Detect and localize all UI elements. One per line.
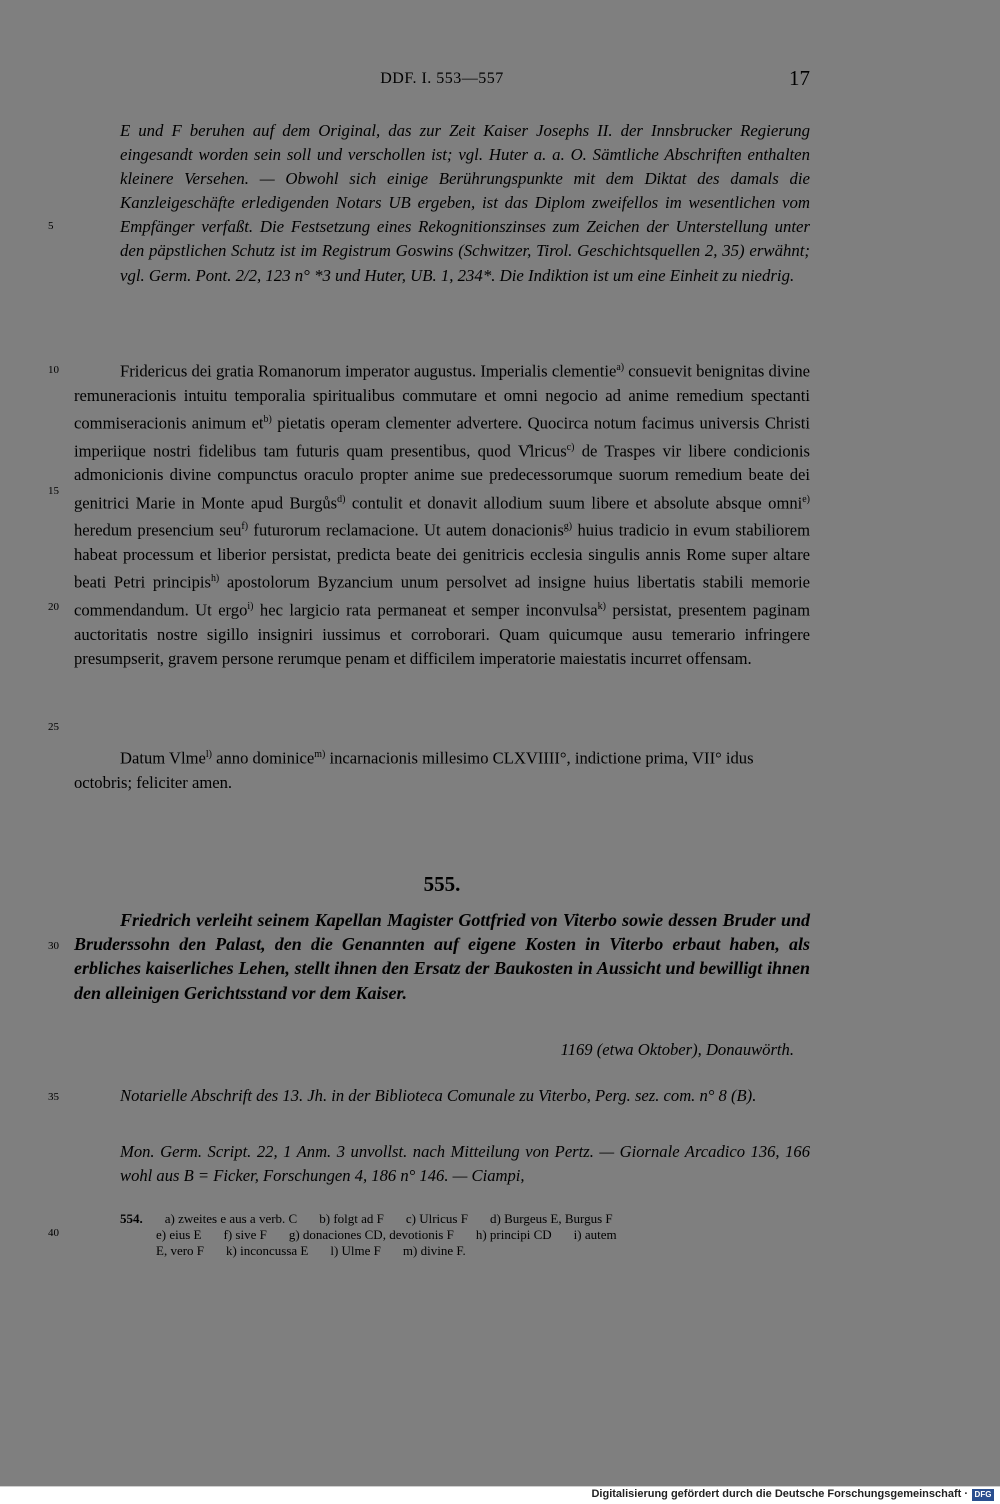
regest-summary: Friedrich verleiht seinem Kapellan Magister Gottfried von Viterbo sowie dessen Bruder und Bruderssohn den Palast, den die Genannten auf eigene Kosten in Viterbo erbaut haben, als erbliches kaiserliches Lehen, stellt ihnen den Ersatz der Baukosten in Aussicht und bewilligt ihnen den alleinigen Gerichtsstand vor dem Kaiser. <box>74 910 810 1003</box>
footnote: d) Burgeus E, Burgus F <box>489 1211 613 1226</box>
footnote: l) Ulme F <box>330 1243 381 1258</box>
footnotes <box>120 1211 812 1259</box>
footnote: i) autem <box>573 1227 617 1242</box>
note-marker: b) <box>263 413 272 425</box>
source-note-editions: Mon. Germ. Script. 22, 1 Anm. 3 unvollst. nach Mitteilung von Pertz. — Giornale Arcadico 136, 166 wohl aus B = Ficker, Forschungen 4, 186 n° 146. — Ciampi, <box>120 1142 810 1186</box>
footnote-label: 554. <box>120 1211 143 1226</box>
footnote: k) inconcussa E <box>226 1243 309 1258</box>
note-marker: c) <box>566 441 575 453</box>
line-number: 40 <box>48 1227 59 1239</box>
footnote: e) eius E <box>156 1227 202 1242</box>
footnote: a) zweites e aus a verb. C <box>164 1211 298 1226</box>
note-marker: k) <box>597 601 606 613</box>
footnote: E, vero F <box>156 1243 205 1258</box>
datum-clause: Datum Vlme$^{l)}$ anno dominice$^{m)}$ incarnacionis millesimo CLXVIIII°, indictione prima, VII° idus octobris; feliciter amen. <box>74 748 754 792</box>
note-marker: f) <box>241 521 249 533</box>
line-number: 5 <box>48 220 54 232</box>
footnote: f) sive F <box>223 1227 267 1242</box>
footnote: m) divine F. <box>402 1243 466 1258</box>
dfg-logo: DFG <box>972 1489 994 1501</box>
note-marker: e) <box>802 493 810 505</box>
note-marker: l) <box>205 749 212 760</box>
funding-credit: Digitalisierung gefördert durch die Deutsche Forschungsgemeinschaft · <box>591 1488 968 1500</box>
note-marker: i) <box>247 601 254 613</box>
digitization-footer <box>0 1486 1000 1504</box>
charter-text: Fridericus dei gratia Romanorum imperator augustus. Imperialis clementie$^{a)}$ consuevit benignitas divine remuneracionis intuitu temporalia spiritualibus commutare et omni negocio ad anime remedium spectanti commiseracionis animum $et^{b)}$ pietatis operam clementer advertere. Quocirca notum facimus universis Christi imperiique nostri fidelibus tam futuris quam presentibus, quod V̊lricus$^{c)}$ de Traspes vir libere condicionis admonicionis divine compunctus oraculo propter anime sue predecessorumque suorum remedium beate dei genitrici Marie in Monte apud Burgůs$^{d)}$ contulit et donavit allodium suum libere et absolute absque omni$^{e)}$ heredum presencium seu$^{f)}$ futurorum reclamacione. Ut autem donacionis$^{g)}$ huius tradicio in evum stabiliorem habeat processum et liberior persistat, predicta beate dei genitricis ecclesia singulis annis Rome super altare beati Petri principis$^{h)}$ apostolorum Byzancium unum persolvet ad insigne huius libertatis stabili memorie commendandum. Ut ergo$^{i)}$ hec largicio rata permaneat et semper inconvulsa$^{k)}$ persistat, presentem paginam auctoritatis nostre sigillo insigniri iussimus et corroborari. Quam quicumque ausu temerario infringere presumpserit, gravem persone rerumque penam et difficilem imperatorie maiestatis incurret offensam. <box>74 361 810 668</box>
note-marker: g) <box>563 521 573 533</box>
note-marker: d) <box>337 493 346 505</box>
line-number: 35 <box>48 1091 59 1103</box>
document-number: 555. <box>423 872 461 896</box>
source-note-manuscript: Notarielle Abschrift des 13. Jh. in der Biblioteca Comunale zu Viterbo, Perg. sez. com. n° 8 (B). <box>120 1086 757 1105</box>
line-number: 25 <box>48 721 59 733</box>
running-title: DDF. I. 553—557 <box>380 70 504 87</box>
footnote: h) principi CD <box>475 1227 552 1242</box>
commentary-text: E und F beruhen auf dem Original, das zur Zeit Kaiser Josephs II. der Innsbrucker Regierung eingesandt worden sein soll und verschollen ist; vgl. Huter a. a. O. Sämtliche Abschriften enthalten kleinere Versehen. — Obwohl sich einige Berührungspunkte mit dem Diktat des damals die Kanzleigeschäfte erledigenden Notars UB ergeben, ist das Diplom zweifellos im wesentlichen vom Empfänger verfaßt. Die Festsetzung eines Rekognitionszinses zum Zeichen der Unterstellung unter den päpstlichen Schutz ist im Registrum Goswins (Schwitzer, Tirol. Geschichtsquellen 2, 35) erwähnt; vgl. Germ. Pont. 2/2, 123 n° *3 und Huter, UB. 1, 234*. Die Indiktion ist um eine Einheit zu niedrig. <box>120 121 810 285</box>
footnote: g) donaciones CD, devotionis F <box>288 1227 454 1242</box>
line-number: 15 <box>48 485 59 497</box>
page-header <box>74 66 810 96</box>
line-number: 30 <box>48 940 59 952</box>
note-marker: h) <box>210 573 220 585</box>
line-number: 10 <box>48 364 59 376</box>
footnote: c) Ulricus F <box>405 1211 468 1226</box>
date-place-line: 1169 (etwa Oktober), Donauwörth. <box>560 1040 794 1059</box>
page-number: 17 <box>789 66 810 90</box>
note-marker: a) <box>616 362 625 373</box>
note-marker: m) <box>314 749 326 760</box>
footnote: b) folgt ad F <box>319 1211 384 1226</box>
line-number: 20 <box>48 601 59 613</box>
